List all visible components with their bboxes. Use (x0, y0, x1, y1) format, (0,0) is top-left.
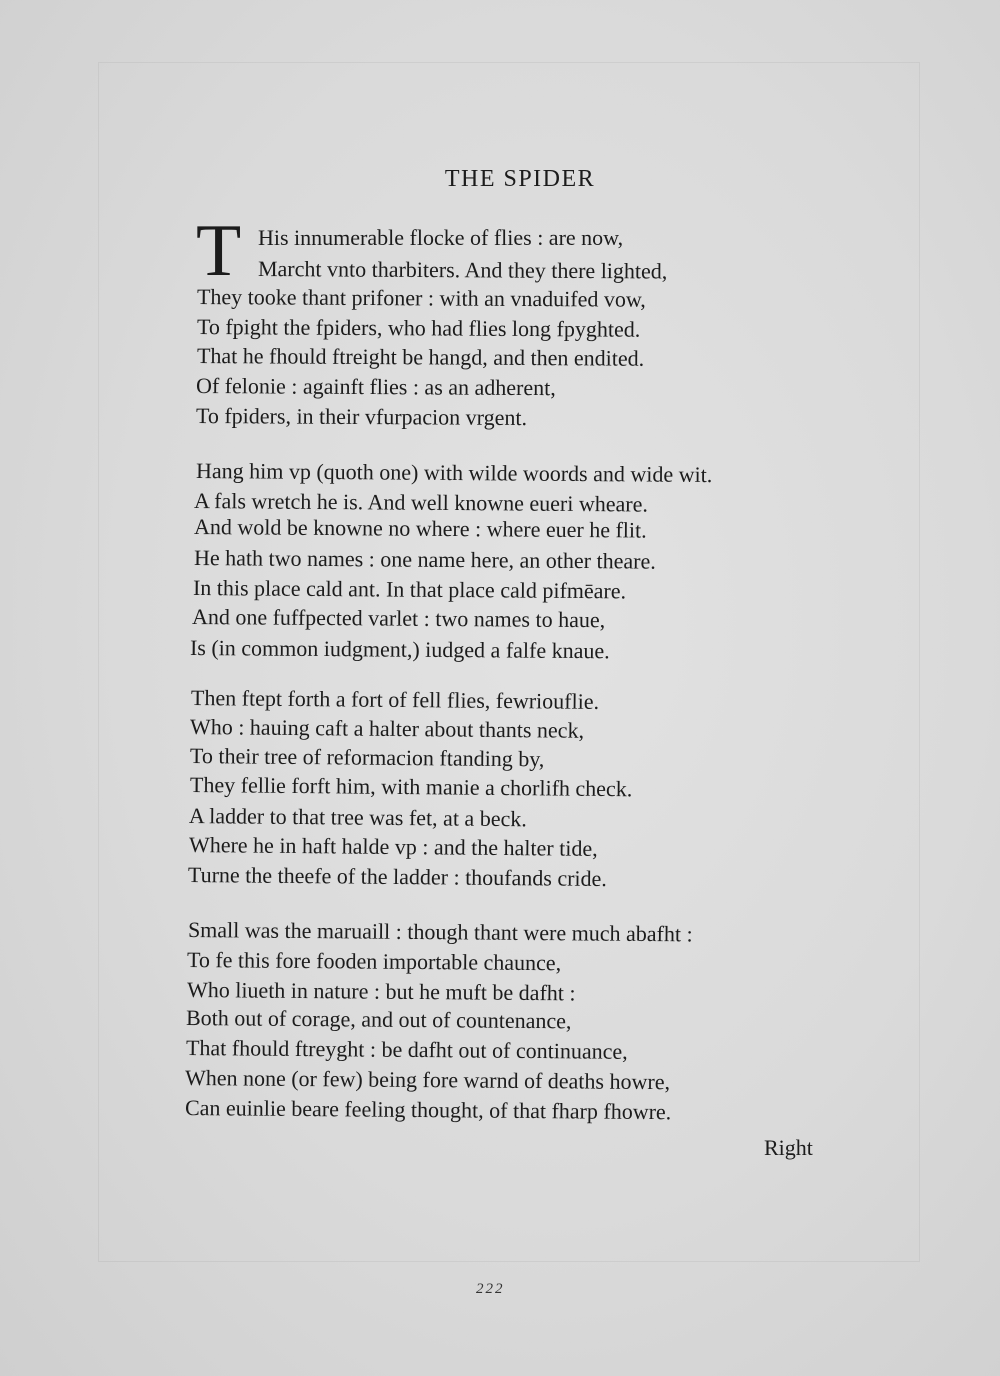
poem-line: Turne the theefe of the ladder : thoufands cride. (187, 862, 607, 892)
poem-line: To fe this fore fooden importable chaunce, (186, 947, 562, 976)
poem-line: Marcht vnto tharbiters. And they there lighted, (257, 256, 668, 284)
poem-line: They fellie forft him, with manie a chorlifh check. (189, 772, 633, 802)
poem-line: Can euinlie beare feeling thought, of that fharp fhowre. (184, 1095, 672, 1125)
catchword: Right (764, 1135, 813, 1160)
poem-line: In this place cald ant. In that place cald pifmēare. (192, 575, 627, 604)
poem-line: A fals wretch he is. And well knowne eueri wheare. (193, 488, 649, 517)
poem-line: And wold be knowne no where : where euer he flit. (193, 514, 647, 543)
drop-cap: T (196, 210, 242, 292)
poem-title: THE SPIDER (444, 166, 596, 192)
poem-line: To their tree of reformacion ftanding by, (189, 743, 545, 772)
poem-line: They tooke thant prifoner : with an vnaduifed vow, (196, 284, 646, 312)
poem-line: Small was the maruaill : though thant were much abafht : (187, 917, 693, 947)
poem-line: To fpiders, in their vfurpacion vrgent. (195, 403, 528, 431)
poem-line: A ladder to that tree was fet, at a beck. (188, 803, 527, 832)
poem-line: Who liueth in nature : but he muft be dafht : (186, 977, 576, 1006)
poem-line: Then ftept forth a fort of fell flies, fewriouflie. (190, 685, 600, 714)
poem-line: Who : hauing caft a halter about thants neck, (189, 714, 585, 743)
poem-line: Of felonie : againft flies : as an adherent, (195, 373, 556, 401)
poem-line: His innumerable flocke of flies : are now, (258, 225, 624, 250)
poem-line: Both out of corage, and out of countenance, (185, 1005, 572, 1034)
poem-line: Where he in haft halde vp : and the halter tide, (188, 832, 598, 861)
poem-line: Hang him vp (quoth one) with wilde woords and wide wit. (195, 458, 713, 488)
poem-line: To fpight the fpiders, who had flies long fpyghted. (196, 314, 641, 342)
poem-line: That he fhould ftreight be hangd, and then endited. (196, 343, 645, 371)
poem-line: When none (or few) being fore warnd of deaths howre, (184, 1065, 671, 1095)
poem-line: And one fuffpected varlet : two names to haue, (191, 604, 606, 633)
page-number: 222 (476, 1281, 505, 1297)
poem-line: He hath two names : one name here, an other theare. (193, 545, 656, 574)
poem-line: Is (in common iudgment,) iudged a falfe knaue. (189, 635, 610, 664)
poem-line: That fhould ftreyght : be dafht out of continuance, (185, 1035, 628, 1064)
